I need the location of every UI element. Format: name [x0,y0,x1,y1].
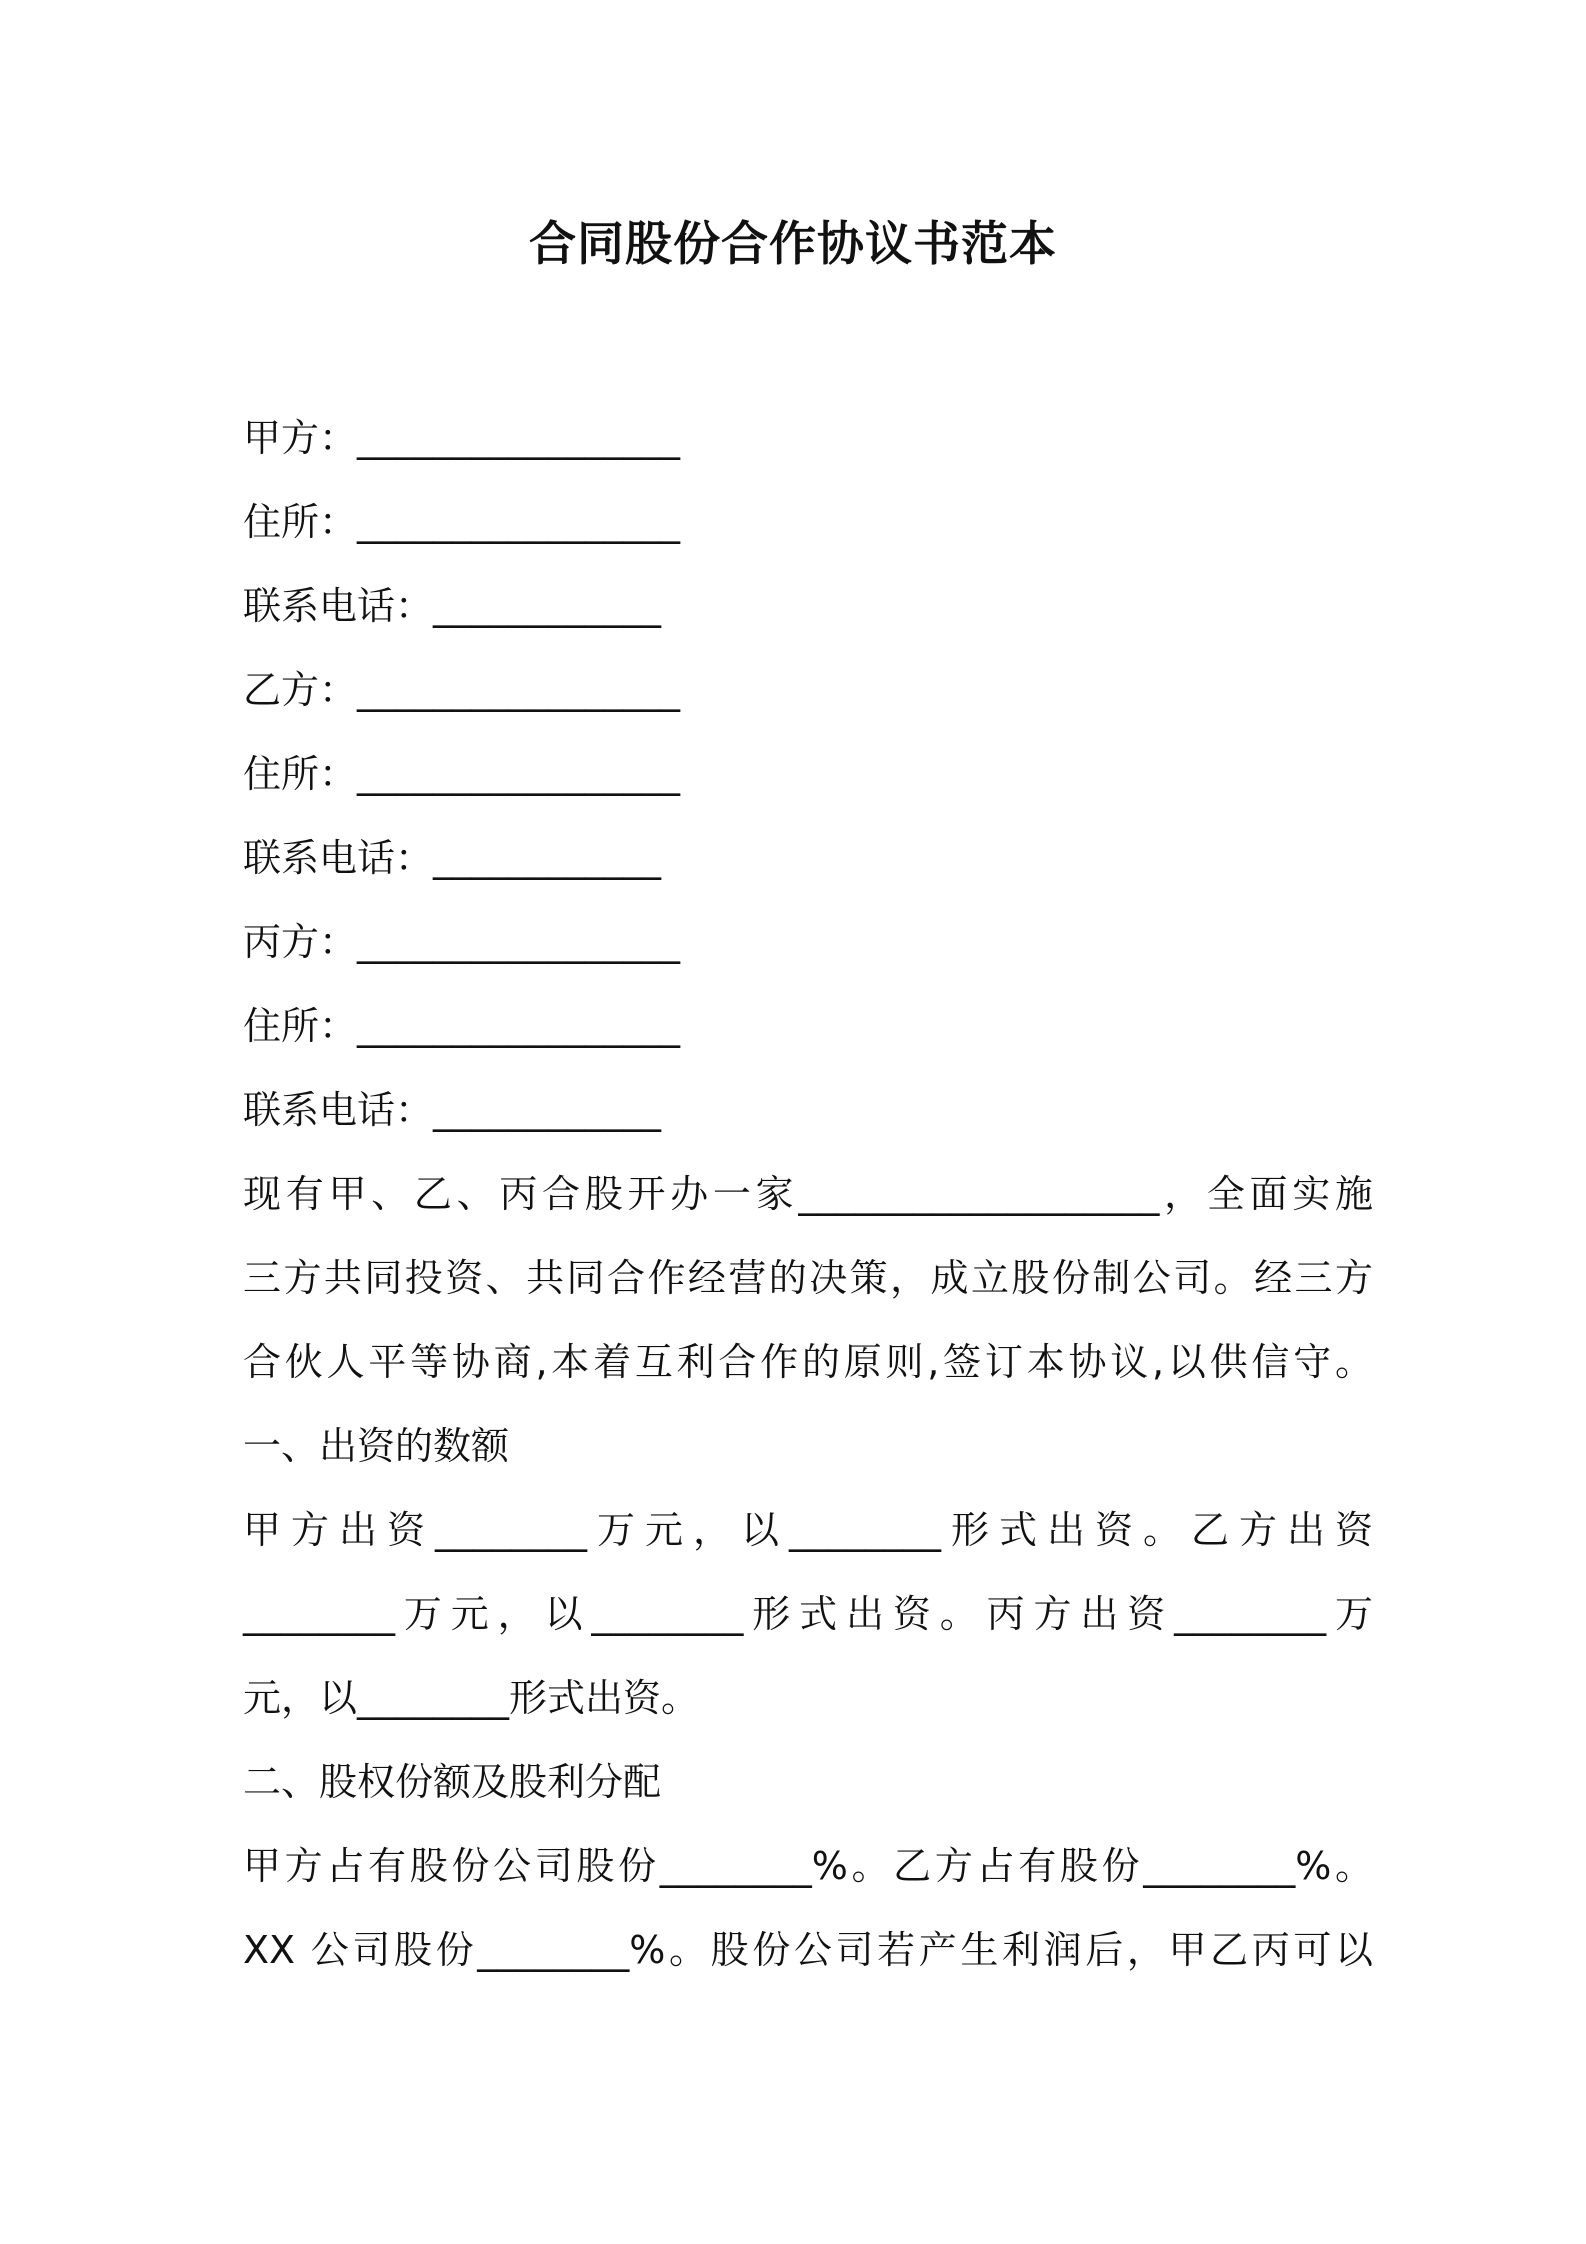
section-heading: 二、股权份额及股利分配 [243,1760,662,1804]
body-line: 甲方出资________万元，以________形式出资。乙方出资 [243,1508,1373,1552]
party-line-a-phone [243,580,1373,632]
section-heading: 一、出资的数额 [243,1424,510,1468]
party-a-address-label: 住所： [243,500,358,544]
body-line: XX 公司股份________%。股份公司若产生利润后，甲乙丙可以 [243,1928,1373,1972]
body-line: 甲方占有股份公司股份________%。乙方占有股份________%。 [243,1844,1373,1888]
party-b-blank: _________________ [357,668,681,712]
party-line-c [243,916,1373,968]
party-b-phone-label: 联系电话： [243,836,434,880]
party-c-blank: _________________ [357,920,681,964]
body-line: ________万元，以________形式出资。丙方出资________万 [243,1592,1373,1636]
document-title: 合同股份合作协议书范本 [529,217,1057,272]
body-line: 元，以________形式出资。 [243,1676,700,1720]
party-a-label: 甲方： [243,416,358,460]
party-a-blank: _________________ [357,416,681,460]
body-line: 合伙人平等协商,本着互利合作的原则,签订本协议,以供信守。 [243,1340,1373,1384]
party-c-phone-blank: ____________ [433,1088,662,1132]
party-c-address-label: 住所： [243,1004,358,1048]
party-line-b [243,664,1373,716]
party-line-b-address [243,748,1373,800]
party-c-phone-label: 联系电话： [243,1088,434,1132]
party-b-address-label: 住所： [243,752,358,796]
body-line: 现有甲、乙、丙合股开办一家___________________，全面实施 [243,1172,1373,1216]
party-b-phone-blank: ____________ [433,836,662,880]
party-b-label: 乙方： [243,668,358,712]
party-c-address-blank: _________________ [357,1004,681,1048]
party-c-label: 丙方： [243,920,358,964]
body-line: 三方共同投资、共同合作经营的决策，成立股份制公司。经三方 [243,1256,1373,1300]
party-line-c-phone [243,1084,1373,1136]
party-line-b-phone [243,832,1373,884]
party-line-c-address [243,1000,1373,1052]
party-b-address-blank: _________________ [357,752,681,796]
party-line-a [243,412,1373,464]
party-line-a-address [243,496,1373,548]
party-a-address-blank: _________________ [357,500,681,544]
party-a-phone-label: 联系电话： [243,584,434,628]
party-a-phone-blank: ____________ [433,584,662,628]
